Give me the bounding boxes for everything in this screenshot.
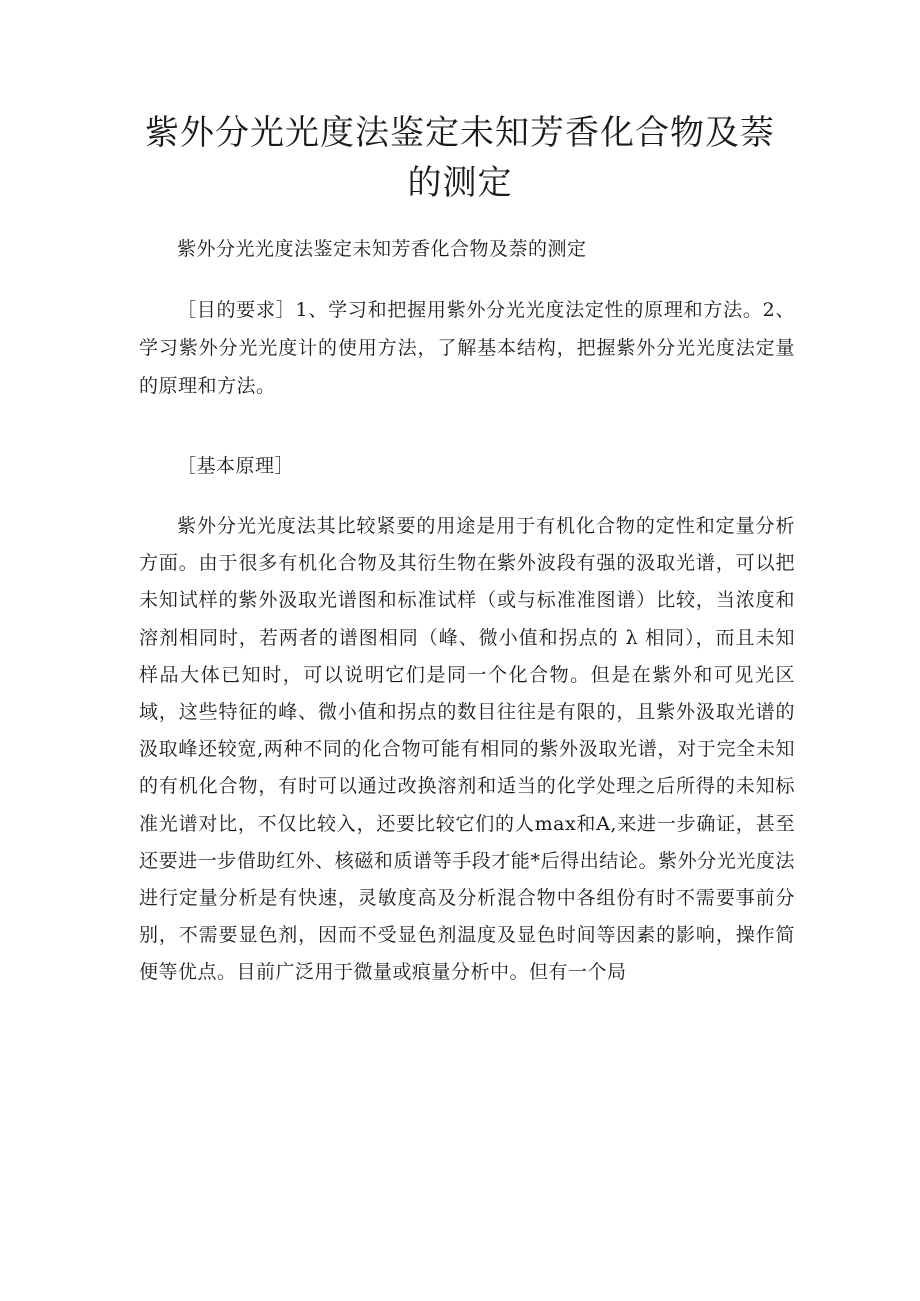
document-title: 紫外分光光度法鉴定未知芳香化合物及萘的测定 — [145, 113, 775, 203]
document-subtitle: 紫外分光光度法鉴定未知芳香化合物及萘的测定 — [177, 238, 587, 260]
principle-paragraph: 紫外分光光度法其比较紧要的用途是用于有机化合物的定性和定量分析方面。由于很多有机化合物及其衍生物在紫外波段有强的汲取光谱，可以把未知试样的紫外汲取光谱图和标准试样（或与标准准图谱）比较，当浓度和溶剂相同时，若两者的谱图相同（峰、微小值和拐点的 λ 相同），而且未知样品大体已知时，可以说明它们是同一个化合物。但是在紫外和可见光区域，这些特征的峰、微小值和拐点的数目往往是有限的，且紫外汲取光谱的汲取峰还较宽,两种不同的化合物可能有相同的紫外汲取光谱，对于完全未知的有机化合物，有时可以通过改换溶剂和适当的化学处理之后所得的未知标准光谱对比，不仅比较入，还要比较它们的人max和A,来进一步确证，甚至还要进一步借助红外、核磁和质谱等手段才能*后得出结论。紫外分光光度法进行定量分析是有快速，灵敏度高及分析混合物中各组份有时不需要事前分别，不需要显色剂，因而不受显色剂温度及显色时间等因素的影响，操作简便等优点。目前广泛用于微量或痕量分析中。但有一个局 — [139, 515, 795, 984]
purpose-paragraph: ［目的要求］1、学习和把握用紫外分光光度法定性的原理和方法。2、学习紫外分光光度计的使用方法，了解基本结构，把握紫外分光光度法定量的原理和方法。 — [139, 299, 795, 397]
principle-heading: ［基本原理］ — [177, 455, 295, 477]
